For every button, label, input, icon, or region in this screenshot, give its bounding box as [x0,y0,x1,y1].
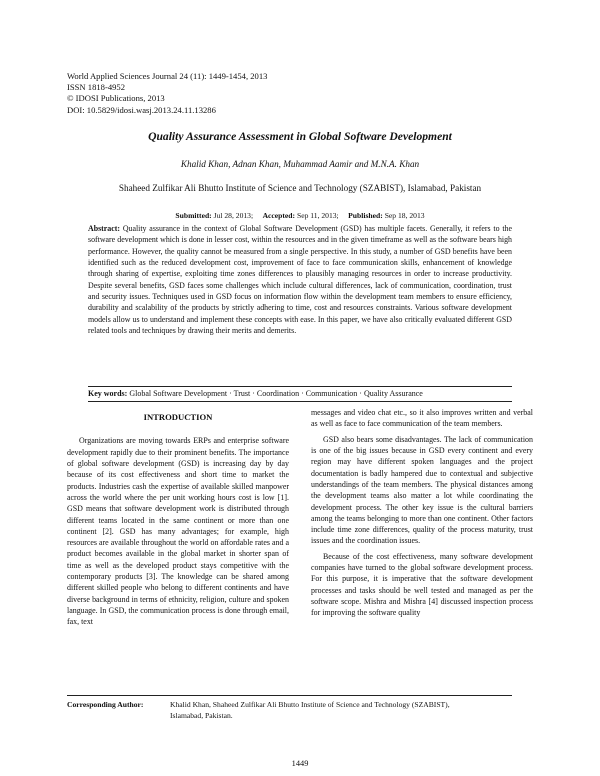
intro-paragraph-3: Because of the cost effectiveness, many software development companies have turned to the global software development process. For this purpose, it is imperative that the software development processes and tasks should be well tested and managed as per the software scope. Mishra and Mishra [4] discussed inspection process for improving the software quality [311,551,533,618]
journal-header [67,71,367,116]
keywords-text: Global Software Development · Trust · Coordination · Communication · Quality Assurance [129,389,423,398]
left-column [67,407,289,628]
page-number: 1449 [291,759,309,768]
journal-citation: World Applied Sciences Journal 24 (11): 1449-1454, 2013 [67,71,268,81]
intro-paragraph-1: Organizations are moving towards ERPs and enterprise software development rapidly due to their prominent benefits. The importance of global software development (GSD) is increasing day by day because of its cost effectiveness and short time to market the products. Industries cash the expertise of available skilled manpower across the world where the per unit working hours cost is low [1]. GSD means that software development work is distributed through different teams located in the same continent or more than one continent [2]. GSD has many advantages; for example, high resources are available throughout the world on affordable rates and a product becomes available in the global market in shorter span of time as well as the developed product stays competitive with the contemporary products [3]. The knowledge can be shared among different skilled people who belong to different continents and have diverse background in terms of ethnicity, religion, culture and spoken language. In GSD, the communication process is done through email, fax, text [67,436,289,627]
paper-title: Quality Assurance Assessment in Global Software Development [148,130,452,143]
corresponding-author-line2: Islamabad, Pakistan. [170,710,233,720]
issn: ISSN 1818-4952 [67,82,126,93]
intro-paragraph-2: GSD also bears some disadvantages. The lack of communication is one of the big issues because in GSD every continent and every region may have different spoken languages and the project documentation is badly hampered due to contextual and subjective understandings of the team members. The physical distances among the development teams also matter a lot while coordinating the development process. The other key issue is the cultural barriers among the teams belonging to more than one continent. Other factors include time zone differences, quality of the process maturity, trust issues and the coordination issues. [311,434,533,546]
intro-paragraph-continued: messages and video chat etc., so it also improves written and verbal as well as face to face communication of the team members. [311,408,533,429]
accepted-label: Accepted: [262,211,296,220]
keywords-label: Key words: [88,389,128,398]
abstract-text: Quality assurance in the context of Global Software Development (GSD) has multiple facets. Generally, it refers to the software development which is done in lesser cost, within the resources and in the given timeframe as well as the software bears high performance. However, the quality cannot be measured from a single perspective. In this study, a number of GSD benefits have been identified such as the reduced development cost, improvement of face to face communication skills, enhancement of knowledge through sharing of expertise, exploiting time zones differences to plausibly managing resources in order to increase productivity. Despite several benefits, GSD faces some challenges which include cultural differences, lack of communication, coordination, trust and security issues. Techniques used in GSD focus on information flow within the development team members to ensure efficiency, durability and scalability of the products by strictly adhering to time, cost and resources constraints. Various software development models allow us to understand and implement these concepts with ease. In this paper, we have also critically evaluated different GSD related tools and techniques by drawing their merits and demerits. [88,224,512,336]
corresponding-author-label: Corresponding Author: [67,700,144,709]
keywords-top-rule [88,386,512,387]
submitted-date: Jul 28, 2013; [213,211,254,220]
publication-dates [0,211,600,220]
accepted-date: Sep 11, 2013; [296,211,339,220]
keywords-bottom-rule [88,401,512,402]
footnote-rule [67,695,512,696]
corresponding-author [67,700,527,721]
right-column [311,407,533,619]
abstract [88,223,512,336]
submitted-label: Submitted: [175,211,212,220]
published-date: Sep 18, 2013 [384,211,425,220]
doi: DOI: 10.5829/idosi.wasj.2013.24.11.13286 [67,104,216,115]
copyright: © IDOSI Publications, 2013 [67,93,165,104]
keywords [88,389,512,398]
published-label: Published: [348,211,383,220]
abstract-label: Abstract: [88,224,120,233]
affiliation: Shaheed Zulfikar Ali Bhutto Institute of Science and Technology (SZABIST), Islamabad, Pakistan [118,183,482,193]
corresponding-author-line1: Khalid Khan, Shaheed Zulfikar Ali Bhutto Institute of Science and Technology (SZABIST), [170,700,450,709]
author-list: Khalid Khan, Adnan Khan, Muhammad Aamir and M.N.A. Khan [180,159,420,169]
introduction-heading: INTRODUCTION [143,412,213,422]
